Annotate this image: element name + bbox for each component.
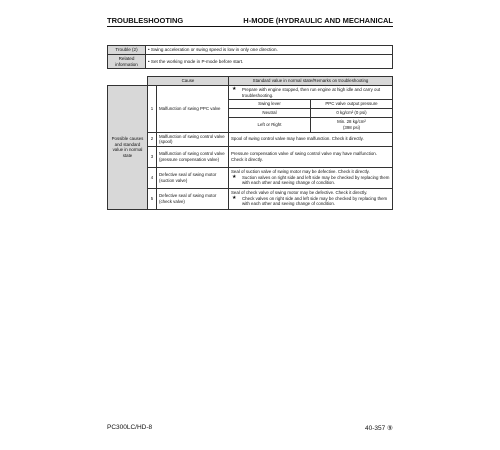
remark-bullet — [231, 87, 390, 98]
trouble-summary-table — [107, 45, 393, 69]
page-header — [107, 14, 393, 27]
cause-header: Cause — [148, 77, 229, 86]
header-blank-cell — [108, 77, 148, 86]
left-right-pressure-cell — [311, 118, 393, 132]
cause-number: 3 — [148, 146, 157, 167]
remark-cell — [229, 86, 393, 133]
bullet-dot: • — [148, 58, 150, 64]
page-number: 40-357 ⑨ — [365, 425, 393, 432]
trouble-text: Swing acceleration or swing speed is low in only one direction. — [150, 47, 278, 53]
cause-number: 4 — [148, 167, 157, 188]
remark-cell — [229, 167, 393, 188]
cause-text: Malfunction of swing control valve (pressure compensation valve) — [157, 146, 229, 167]
standard-header: Standard value in normal state/Remarks on troubleshooting — [229, 77, 393, 86]
neutral-pressure-cell: 0 kg/cm² (0 psi) — [311, 109, 393, 118]
related-info-text: Set the working mode in P-mode before start. — [150, 58, 244, 64]
swing-lever-header: Swing lever — [229, 100, 311, 109]
bullet-icon: ★ — [232, 86, 237, 92]
possible-causes-label: Possible causes and standard value in normal state — [108, 86, 148, 210]
model-number: PC300LC/HD-8 — [107, 424, 153, 431]
left-right-cell: Left or Right — [229, 118, 311, 132]
neutral-cell: Neutral — [229, 109, 311, 118]
min-pressure-text: Min. 28 kg/cm² — [337, 119, 366, 125]
cause-number: 5 — [148, 188, 157, 209]
remark-cell — [229, 188, 393, 209]
remark-text: Check valves on right side and left side may be checked by replacing them with each other and seeing change of condition. — [242, 195, 388, 207]
related-info-label: Related information — [108, 55, 146, 69]
remark-line: Seal of suction valve of swing motor may be defective. Check it directly. — [231, 169, 370, 175]
remark-bullet — [231, 196, 390, 207]
bullet-icon: ★ — [232, 173, 237, 180]
remark-bullet — [231, 175, 390, 186]
bullet-icon: ★ — [232, 194, 237, 201]
cause-number: 1 — [148, 86, 157, 133]
min-pressure-psi: (398 psi) — [342, 124, 361, 130]
header-title-right: H-MODE (HYDRAULIC AND MECHANICAL — [243, 16, 393, 25]
cause-text: Defective seal of swing motor (check valve) — [157, 188, 229, 209]
cause-text: Malfunction of swing PPC valve — [157, 86, 229, 133]
remark-text: Spool of swing control valve may have malfunction. Check it directly. — [229, 132, 393, 146]
remark-line: Seal of check valve of swing motor may be defective. Check it directly. — [231, 190, 368, 196]
cause-number: 2 — [148, 132, 157, 146]
related-info — [146, 55, 393, 69]
cause-text: Malfunction of swing control valve (spool) — [157, 132, 229, 146]
remark-text: Prepare with engine stopped, then run engine at high idle and carry out troubleshooting. — [242, 87, 381, 98]
cause-text: Defective seal of swing motor (suction valve) — [157, 167, 229, 188]
trouble-label: Trouble (2) — [108, 46, 146, 55]
ppc-output-header: PPC valve output pressure — [311, 100, 393, 109]
header-title-left: TROUBLESHOOTING — [107, 16, 184, 25]
causes-table — [107, 76, 393, 210]
remark-text: Suction valves on right side and left side may be checked by replacing them with each other and seeing change of condition. — [242, 174, 390, 186]
bullet-dot: • — [148, 47, 150, 53]
trouble-description — [146, 46, 393, 55]
ppc-pressure-table — [229, 99, 392, 132]
remark-text: Pressure compensation valve of swing control valve may have malfunction. Check it directly. — [229, 146, 393, 167]
